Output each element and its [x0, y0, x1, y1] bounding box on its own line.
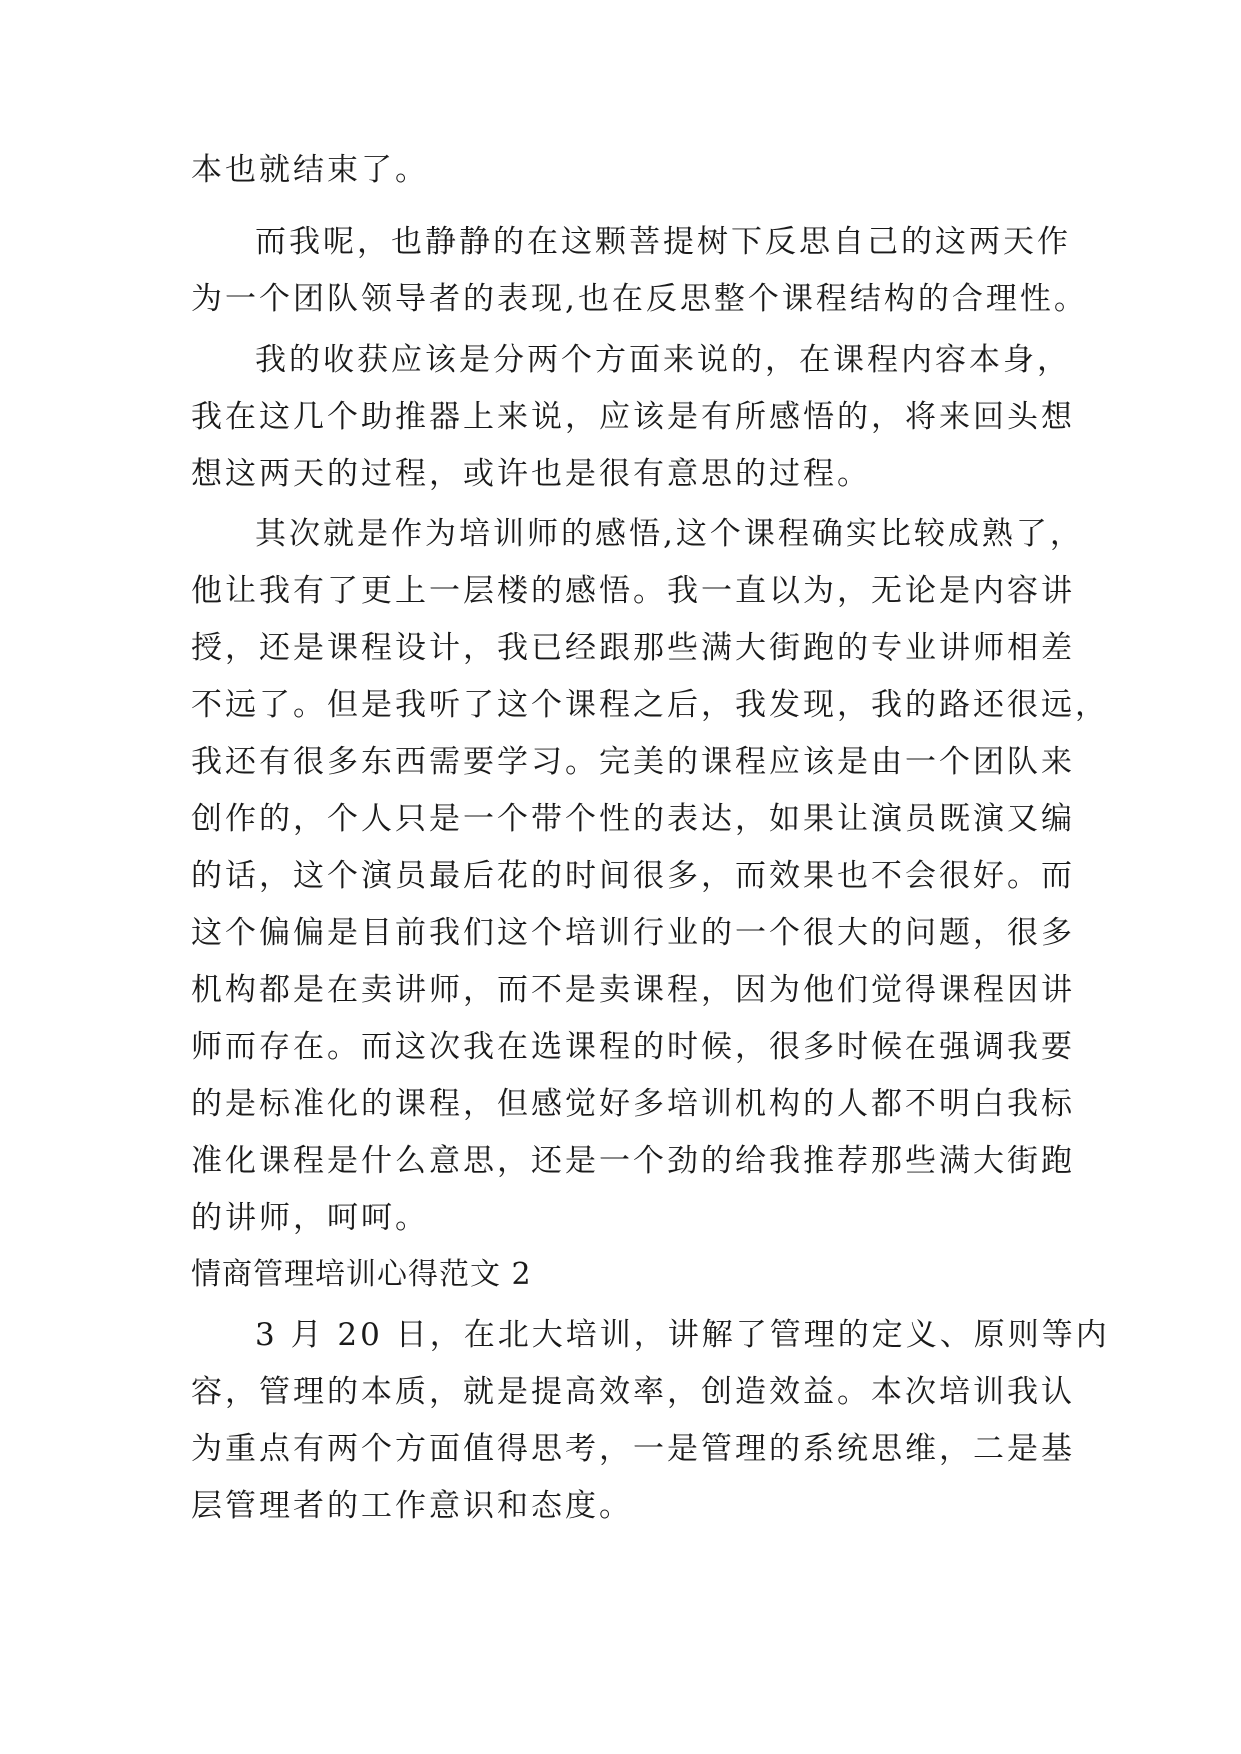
- text-line: 为一个团队领导者的表现,也在反思整个课程结构的合理性。: [191, 281, 1088, 317]
- text-line: 容，管理的本质，就是提高效率，创造效益。本次培训我认: [191, 1374, 1075, 1410]
- text-line: 为重点有两个方面值得思考，一是管理的系统思维，二是基: [191, 1431, 1075, 1467]
- text-line: 3 月 20 日，在北大培训，讲解了管理的定义、原则等内: [255, 1317, 1110, 1353]
- text-line: 想这两天的过程，或许也是很有意思的过程。: [191, 456, 871, 492]
- text-line: 而我呢，也静静的在这颗菩提树下反思自己的这两天作: [255, 224, 1071, 260]
- text-line: 机构都是在卖讲师，而不是卖课程，因为他们觉得课程因讲: [191, 972, 1075, 1008]
- text-line: 我在这几个助推器上来说，应该是有所感悟的，将来回头想: [191, 399, 1075, 435]
- text-line: 他让我有了更上一层楼的感悟。我一直以为，无论是内容讲: [191, 573, 1075, 609]
- section-heading: 情商管理培训心得范文 2: [191, 1257, 532, 1292]
- text-line: 师而存在。而这次我在选课程的时候，很多时候在强调我要: [191, 1029, 1075, 1065]
- text-line: 授，还是课程设计，我已经跟那些满大街跑的专业讲师相差: [191, 630, 1075, 666]
- text-line: 不远了。但是我听了这个课程之后，我发现，我的路还很远，: [191, 687, 1109, 723]
- text-line: 本也就结束了。: [191, 152, 429, 188]
- text-line: 的话，这个演员最后花的时间很多，而效果也不会很好。而: [191, 858, 1075, 894]
- text-line: 的是标准化的课程，但感觉好多培训机构的人都不明白我标: [191, 1086, 1075, 1122]
- text-line: 的讲师，呵呵。: [191, 1200, 429, 1236]
- text-line: 准化课程是什么意思，还是一个劲的给我推荐那些满大街跑: [191, 1143, 1075, 1179]
- text-line: 创作的，个人只是一个带个性的表达，如果让演员既演又编: [191, 801, 1075, 837]
- text-line: 这个偏偏是目前我们这个培训行业的一个很大的问题，很多: [191, 915, 1075, 951]
- text-line: 层管理者的工作意识和态度。: [191, 1488, 633, 1524]
- text-line: 其次就是作为培训师的感悟,这个课程确实比较成熟了，: [255, 516, 1084, 552]
- text-line: 我还有很多东西需要学习。完美的课程应该是由一个团队来: [191, 744, 1075, 780]
- text-line: 我的收获应该是分两个方面来说的，在课程内容本身，: [255, 342, 1071, 378]
